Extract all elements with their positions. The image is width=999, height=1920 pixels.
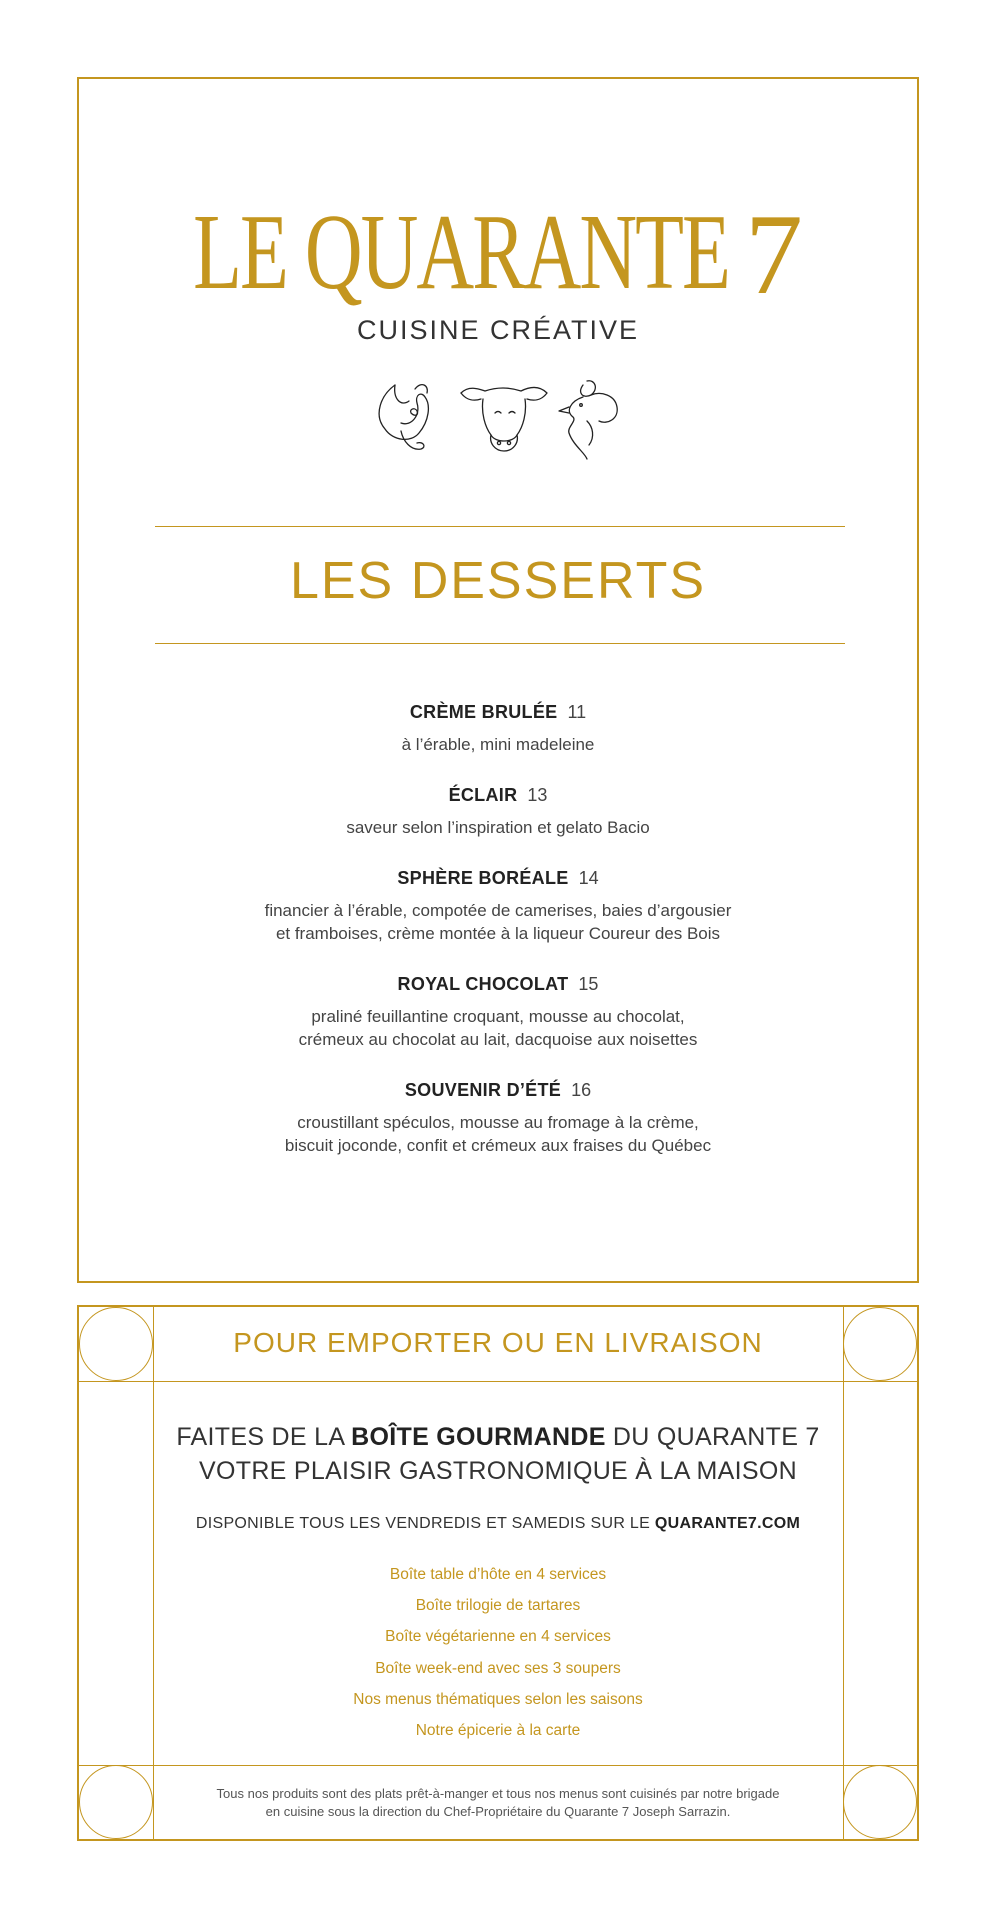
brand-name: LE QUARANTE [193,193,729,313]
promo-text-end: DU QUARANTE 7 [605,1423,820,1451]
list-item [79,865,917,945]
restaurant-logo [79,191,917,319]
item-description: saveur selon l’inspiration et gelato Bacio [346,818,650,837]
section-title: LES DESSERTS [289,552,707,610]
availability-text [79,1515,917,1533]
item-name: CRÈME BRULÉE [409,702,558,722]
item-description-line-2: crémeux au chocolat au lait, dacquoise aux noisettes [298,1030,698,1049]
takeaway-frame [77,1305,919,1841]
box-item: Boîte végétarienne en 4 services [385,1628,611,1646]
title-rule-top [155,526,845,527]
chicken-icon [559,381,617,459]
item-description-line-2: biscuit joconde, confit et crémeux aux fraises du Québec [284,1136,712,1155]
footnote [79,1785,917,1821]
dessert-list [79,699,917,1183]
promo-text-bold: BOÎTE GOURMANDE [351,1423,606,1451]
footnote-line-2: en cuisine sous la direction du Chef-Propriétaire du Quarante 7 Joseph Sarrazin. [265,1804,731,1819]
cow-icon [461,388,547,452]
item-description-line-1: financier à l’érable, compotée de camerises, baies d’argousier [264,901,732,920]
item-price: 16 [571,1080,592,1100]
availability-label: DISPONIBLE TOUS LES VENDREDIS ET SAMEDIS SUR LE [195,1515,655,1532]
list-item [79,699,917,756]
animal-line-art [371,371,631,461]
box-item: Notre épicerie à la carte [415,1722,581,1740]
tagline: CUISINE CRÉATIVE [356,315,640,345]
item-description-line-1: croustillant spéculos, mousse au fromage à la crème, [297,1113,699,1132]
box-list [79,1559,917,1746]
takeaway-title: POUR EMPORTER OU EN LIVRAISON [233,1327,763,1358]
brand-number: 7 [744,191,803,319]
frame-divider-top [79,1381,917,1382]
item-price: 14 [578,868,599,888]
frame-divider-bottom [79,1765,917,1766]
list-item [79,782,917,839]
website-link[interactable]: QUARANTE7.COM [654,1515,801,1532]
list-item [79,971,917,1051]
item-description-line-2: et framboises, crème montée à la liqueur Coureur des Bois [275,924,721,943]
item-name: ÉCLAIR [448,785,518,805]
item-price: 11 [567,702,587,722]
item-description: à l’érable, mini madeleine [401,735,595,754]
dessert-menu-frame [77,77,919,1283]
item-name: SOUVENIR D’ÉTÉ [404,1080,562,1100]
item-description-line-1: praliné feuillantine croquant, mousse au chocolat, [311,1007,685,1026]
promo-text-start: FAITES DE LA [176,1423,352,1451]
footnote-line-1: Tous nos produits sont des plats prêt-à-manger et tous nos menus sont cuisinés par notre brigade [216,1786,780,1801]
box-item: Boîte table d’hôte en 4 services [389,1566,607,1583]
pig-icon [379,385,428,450]
box-item: Nos menus thématiques selon les saisons [353,1690,643,1708]
item-name: ROYAL CHOCOLAT [397,974,569,994]
box-item: Boîte week-end avec ses 3 soupers [375,1659,621,1677]
title-rule-bottom [155,643,845,644]
promo-text [79,1420,917,1488]
item-price: 13 [527,785,548,805]
item-price: 15 [578,974,599,994]
box-item: Boîte trilogie de tartares [415,1597,581,1615]
item-name: SPHÈRE BORÉALE [397,868,569,888]
list-item [79,1077,917,1157]
promo-text-line-2: VOTRE PLAISIR GASTRONOMIQUE À LA MAISON [199,1457,797,1485]
